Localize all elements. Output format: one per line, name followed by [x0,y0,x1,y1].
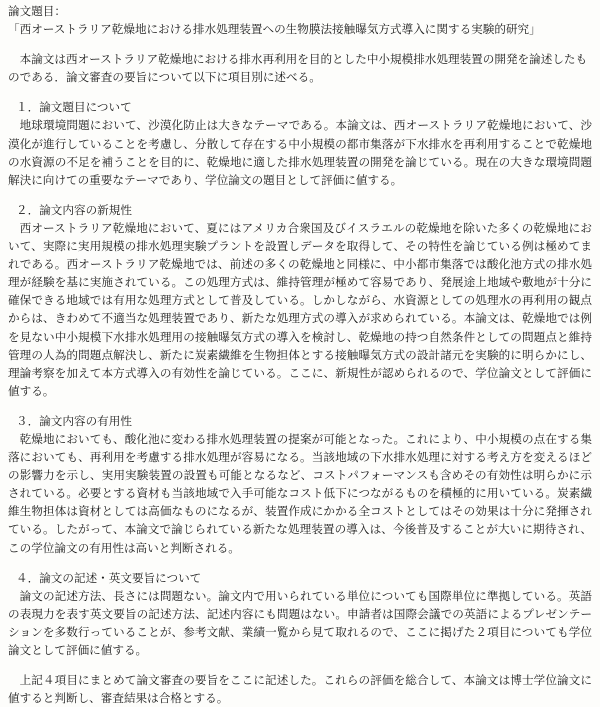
section-body: 西オーストラリア乾燥地において、夏にはアメリカ合衆国及びイスラエルの乾燥地を除いた多くの乾燥地において、実際に実用規模の排水処理実験プラントを設置しデータを取得して、その特性を論じている例は極めてまれである。西オーストラリア乾燥地では、前述の多くの乾燥地と同様に、中小都市集落では酸化池方式の排水処理が経験を基に実施されている。この処理方式は、維持管理が極めて容易であり、発展途上地域や敷地が十分に確保できる地域では有用な処理方式として普及している。しかしながら、水資源としての処理水の再利用の観点からは、きわめて不適当な処理装置であり、新たな処理方式の導入が求められている。本論文は、乾燥地では例を見ない中小規模下水排水処理用の接触曝気方式の導入を検討し、乾燥地の持つ自然条件としての問題点と維持管理の人為的問題点解決し、新たに炭素繊維を生物担体とする接触曝気方式の設計諸元を実験的に明らかにし、理論考察を加えて本方式導入の有効性を論じている。ここに、新規性が認められるので、学位論文として評価に値する。 [8,220,592,398]
section-4 [8,569,592,659]
closing-paragraph: 上記４項目にまとめて論文審査の要旨をここに記述した。これらの評価を総合して、本論文は博士学位論文に値すると判断し、審査結果は合格とする。 [8,673,592,706]
section-heading: ４．論文の記述・英文要旨について [16,570,202,585]
section-body: 論文の記述方法、長さには問題ない。論文内で用いられている単位についても国際単位に準拠している。英語の表現力を表す英文要旨の記述方法、記述内容にも問題はない。申請者は国際会議での英語によるプレゼンテーションを多数行っていることが、参考文献、業績一覧から見て取れるので、ここに掲げた２項目についても学位論文として評価に値する。 [8,588,592,657]
section-3 [8,412,592,557]
section-body: 乾燥地においても、酸化池に変わる排水処理装置の提案が可能となった。これにより、中小規模の点在する集落においても、再利用を考慮する排水処理が容易になる。当該地域の下水排水処理に対する考え方を変えるほどの影響力を示し、実用実験装置の設置も可能となるなど、コストパフォーマンスも含めその有効性は明らかに示されている。必要とする資材も当該地域で入手可能なコスト低下につながるものを積極的に用いている。炭素繊維生物担体は資材としては高価なものになるが、装置作成にかかる全コストとしてはその効果は十分に発揮されている。したがって、本論文で論じられている新たな処理装置の導入は、今後普及することが大いに期待され、この学位論文の有用性は高いと判断される。 [8,431,592,555]
section-heading: ２．論文内容の新規性 [16,202,132,217]
section-heading: １．論文題目について [16,100,132,115]
section-body: 地球環境問題において、沙漠化防止は大きなテーマである。本論文は、西オーストラリア乾燥地において、沙漠化が進行していることを考慮し、分散して存在する中小規模の都市集落が下水排水を再利用することで乾燥地の水資源の不足を補うことを目的に、乾燥地に適した排水処理装置の開発を論じている。現在の大きな環境問題解決に向けての重要なテーマであり、学位論文の題目として評価に値する。 [8,118,592,187]
intro-paragraph: 本論文は西オーストラリア乾燥地における排水再利用を目的とした中小規模排水処理装置の開発を論述したものである．論文審査の要旨について以下に項目別に述べる。 [8,52,588,85]
section-2 [8,201,592,400]
title-text: 「西オーストラリア乾燥地における排水処理装置への生物膜法接触曝気方式導入に関する実験的研究」 [8,22,541,37]
section-1 [8,98,592,188]
section-heading: ３．論文内容の有用性 [16,413,132,428]
thesis-title [8,2,592,38]
title-label: 論文題目： [8,4,66,18]
